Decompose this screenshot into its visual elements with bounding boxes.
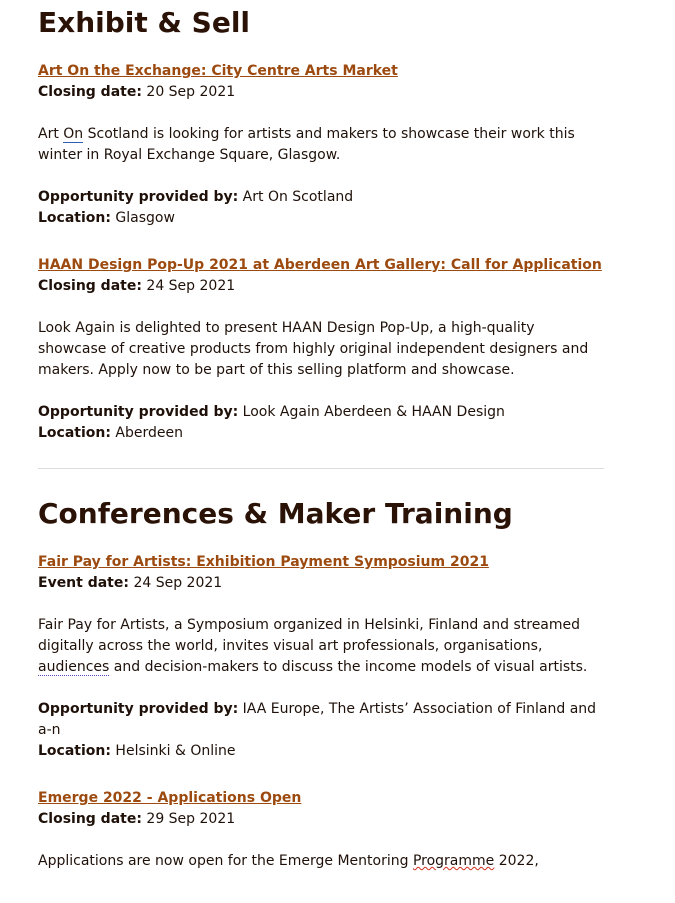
- opportunity-item: [38, 255, 604, 444]
- description-text: Fair Pay for Artists, a Symposium organized in Helsinki, Finland and streamed digitally across the world, invites visual art professionals, organisations,: [38, 617, 581, 654]
- location-value: Aberdeen: [115, 425, 183, 441]
- date-value: 20 Sep 2021: [146, 84, 236, 100]
- newsletter-content: [38, 0, 604, 893]
- opportunity-description: Look Again is delighted to present HAAN Design Pop-Up, a high-quality showcase of creative products from highly original independent designers and makers. Apply now to be part of this selling platform and showcase.: [38, 320, 589, 378]
- provider-label: Opportunity provided by:: [38, 701, 239, 717]
- location-line: [38, 423, 604, 444]
- provider-label: Opportunity provided by:: [38, 404, 239, 420]
- date-line: [38, 276, 604, 297]
- date-line: [38, 82, 604, 103]
- location-value: Glasgow: [115, 210, 175, 226]
- section-divider: [38, 468, 604, 469]
- description-spellcheck-word: Programme: [412, 853, 495, 869]
- date-label: Closing date:: [38, 84, 142, 100]
- location-line: [38, 741, 604, 762]
- description-text: 2022,: [494, 853, 539, 869]
- provider-value: Look Again Aberdeen & HAAN Design: [242, 404, 505, 420]
- date-line: [38, 573, 604, 594]
- description-text: Scotland is looking for artists and makers to showcase their work this winter in Royal Exchange Square, Glasgow.: [38, 126, 575, 163]
- date-line: [38, 809, 604, 830]
- opportunity-description: [38, 124, 604, 166]
- date-value: 29 Sep 2021: [146, 811, 236, 827]
- opportunity-title-link[interactable]: Art On the Exchange: City Centre Arts Market: [38, 63, 398, 79]
- description-underlined-word: audiences: [38, 659, 110, 675]
- description-text: Applications are now open for the Emerge Mentoring: [38, 853, 413, 869]
- provider-label: Opportunity provided by:: [38, 189, 239, 205]
- date-value: 24 Sep 2021: [146, 278, 236, 294]
- date-label: Event date:: [38, 575, 129, 591]
- provider-line: [38, 402, 604, 423]
- description-text: and decision-makers to discuss the income models of visual artists.: [109, 659, 588, 675]
- opportunity-item: [38, 552, 604, 762]
- section-heading-conferences: Conferences & Maker Training: [38, 497, 513, 530]
- date-label: Closing date:: [38, 811, 142, 827]
- location-label: Location:: [38, 743, 111, 759]
- location-line: [38, 208, 604, 229]
- provider-line: [38, 699, 604, 741]
- location-label: Location:: [38, 425, 111, 441]
- opportunity-title-link[interactable]: Fair Pay for Artists: Exhibition Payment Symposium 2021: [38, 554, 489, 570]
- date-value: 24 Sep 2021: [133, 575, 223, 591]
- opportunity-item: [38, 788, 604, 872]
- description-underlined-word: On: [63, 126, 84, 142]
- section-heading-exhibit-sell: Exhibit & Sell: [38, 6, 251, 39]
- opportunity-description: [38, 851, 604, 872]
- provider-line: [38, 187, 604, 208]
- opportunity-item: [38, 61, 604, 229]
- location-label: Location:: [38, 210, 111, 226]
- date-label: Closing date:: [38, 278, 142, 294]
- opportunity-description: [38, 615, 604, 678]
- provider-value: IAA Europe, The Artists’ Association of Finland and a-n: [38, 701, 597, 738]
- opportunity-title-link[interactable]: HAAN Design Pop-Up 2021 at Aberdeen Art Gallery: Call for Application: [38, 257, 602, 273]
- description-text: Art: [38, 126, 64, 142]
- provider-value: Art On Scotland: [242, 189, 354, 205]
- location-value: Helsinki & Online: [115, 743, 236, 759]
- opportunity-title-link[interactable]: Emerge 2022 - Applications Open: [38, 790, 302, 806]
